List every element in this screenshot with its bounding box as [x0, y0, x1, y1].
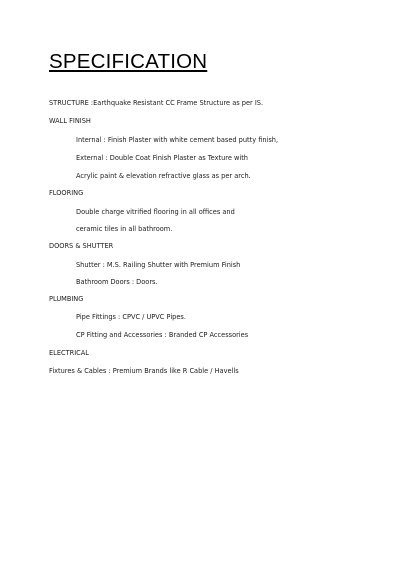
doors-shutter: Shutter : M.S. Railing Shutter with Premium Finish [76, 261, 241, 269]
doors-bathroom: Bathroom Doors : Doors. [76, 278, 158, 286]
electrical-fixtures: Fixtures & Cables : Premium Brands like R Cable / Havells [49, 367, 239, 375]
wall-finish-external: External : Double Coat Finish Plaster as Texture with [76, 154, 248, 162]
electrical-heading: ELECTRICAL [49, 349, 89, 357]
flooring-line-1: Double charge vitrified flooring in all offices and [76, 208, 235, 216]
plumbing-pipe-fittings: Pipe Fittings : CPVC / UPVC Pipes. [76, 313, 186, 321]
doors-heading: DOORS & SHUTTER [49, 242, 114, 250]
plumbing-cp-fitting: CP Fitting and Accessories : Branded CP Accessories [76, 331, 249, 339]
structure-line: STRUCTURE :Earthquake Resistant CC Frame Structure as per IS. [49, 99, 264, 107]
page-title: SPECIFICATION [49, 50, 208, 73]
wall-finish-internal: Internal : Finish Plaster with white cement based putty finish, [76, 136, 279, 144]
wall-finish-external-cont: Acrylic paint & elevation refractive glass as per arch. [76, 172, 251, 180]
flooring-line-2: ceramic tiles in all bathroom. [76, 225, 173, 233]
plumbing-heading: PLUMBING [49, 295, 84, 303]
wall-finish-heading: WALL FINISH [49, 117, 91, 125]
flooring-heading: FLOORING [49, 189, 84, 197]
